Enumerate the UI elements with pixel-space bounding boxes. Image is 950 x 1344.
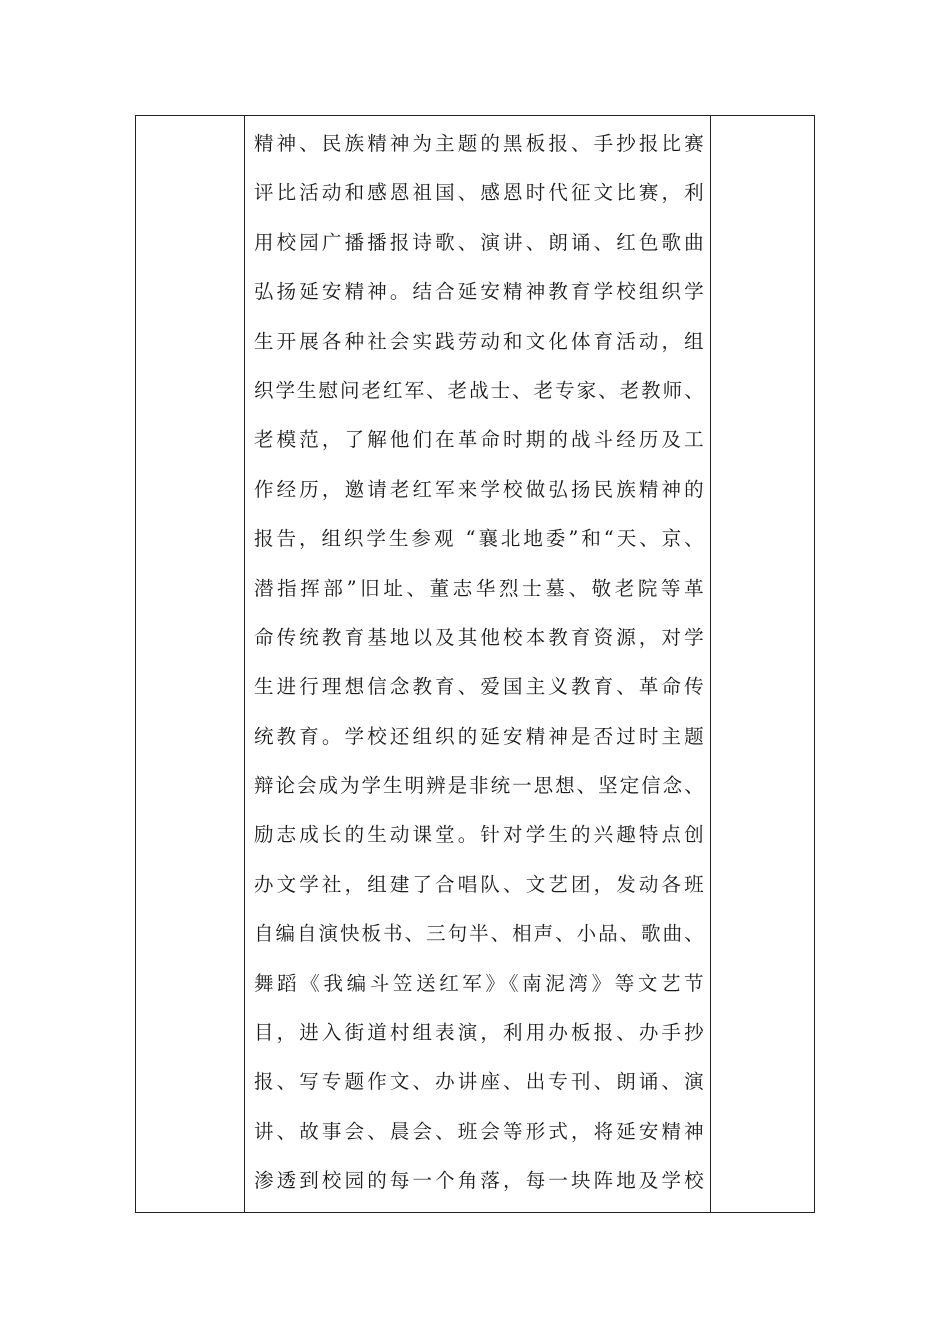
table-right-column: [711, 116, 814, 1212]
text-line: 命传统教育基地以及其他校本教育资源，对学: [254, 625, 704, 649]
text-line: 精神、民族精神为主题的黑板报、手抄报比赛: [254, 132, 704, 155]
content-table: [135, 115, 815, 1213]
text-line: 目，进入街道村组表演，利用办板报、办手抄: [254, 1021, 704, 1045]
text-line: 报、写专题作文、办讲座、出专刊、朗诵、演: [254, 1070, 704, 1094]
text-line: 老模范，了解他们在革命时期的战斗经历及工: [254, 428, 704, 452]
text-line: 评比活动和感恩祖国、感恩时代征文比赛，利: [254, 181, 704, 205]
text-line: 舞蹈《我编斗笠送红军》《南泥湾》等文艺节: [254, 971, 704, 995]
text-line: 弘扬延安精神。结合延安精神教育学校组织学: [254, 280, 704, 304]
text-line: 报告，组织学生参观 “襄北地委”和“天、京、: [254, 527, 704, 551]
text-line: 作经历，邀请老红军来学校做弘扬民族精神的: [254, 477, 704, 501]
text-line: 办文学社，组建了合唱队、文艺团，发动各班: [254, 872, 704, 896]
text-line: 自编自演快板书、三句半、相声、小品、歌曲、: [254, 922, 704, 946]
table-left-column: [136, 116, 245, 1212]
text-line: 励志成长的生动课堂。针对学生的兴趣特点创: [254, 823, 704, 847]
text-line: 讲、故事会、晨会、班会等形式，将延安精神: [254, 1119, 704, 1143]
text-line: 潜指挥部”旧址、董志华烈士墓、敬老院等革: [254, 576, 704, 600]
text-line: 织学生慰问老红军、老战士、老专家、老教师、: [254, 378, 704, 402]
table-main-column: [245, 116, 711, 1212]
text-line: 辩论会成为学生明辨是非统一思想、坚定信念、: [254, 774, 704, 798]
text-line: 生进行理想信念教育、爱国主义教育、革命传: [254, 675, 704, 699]
text-line: 生开展各种社会实践劳动和文化体育活动，组: [254, 329, 704, 353]
text-line: 用校园广播播报诗歌、演讲、朗诵、红色歌曲: [254, 230, 704, 254]
text-line: 统教育。学校还组织的延安精神是否过时主题: [254, 724, 704, 748]
text-line: 渗透到校园的每一个角落，每一块阵地及学校: [254, 1169, 704, 1193]
